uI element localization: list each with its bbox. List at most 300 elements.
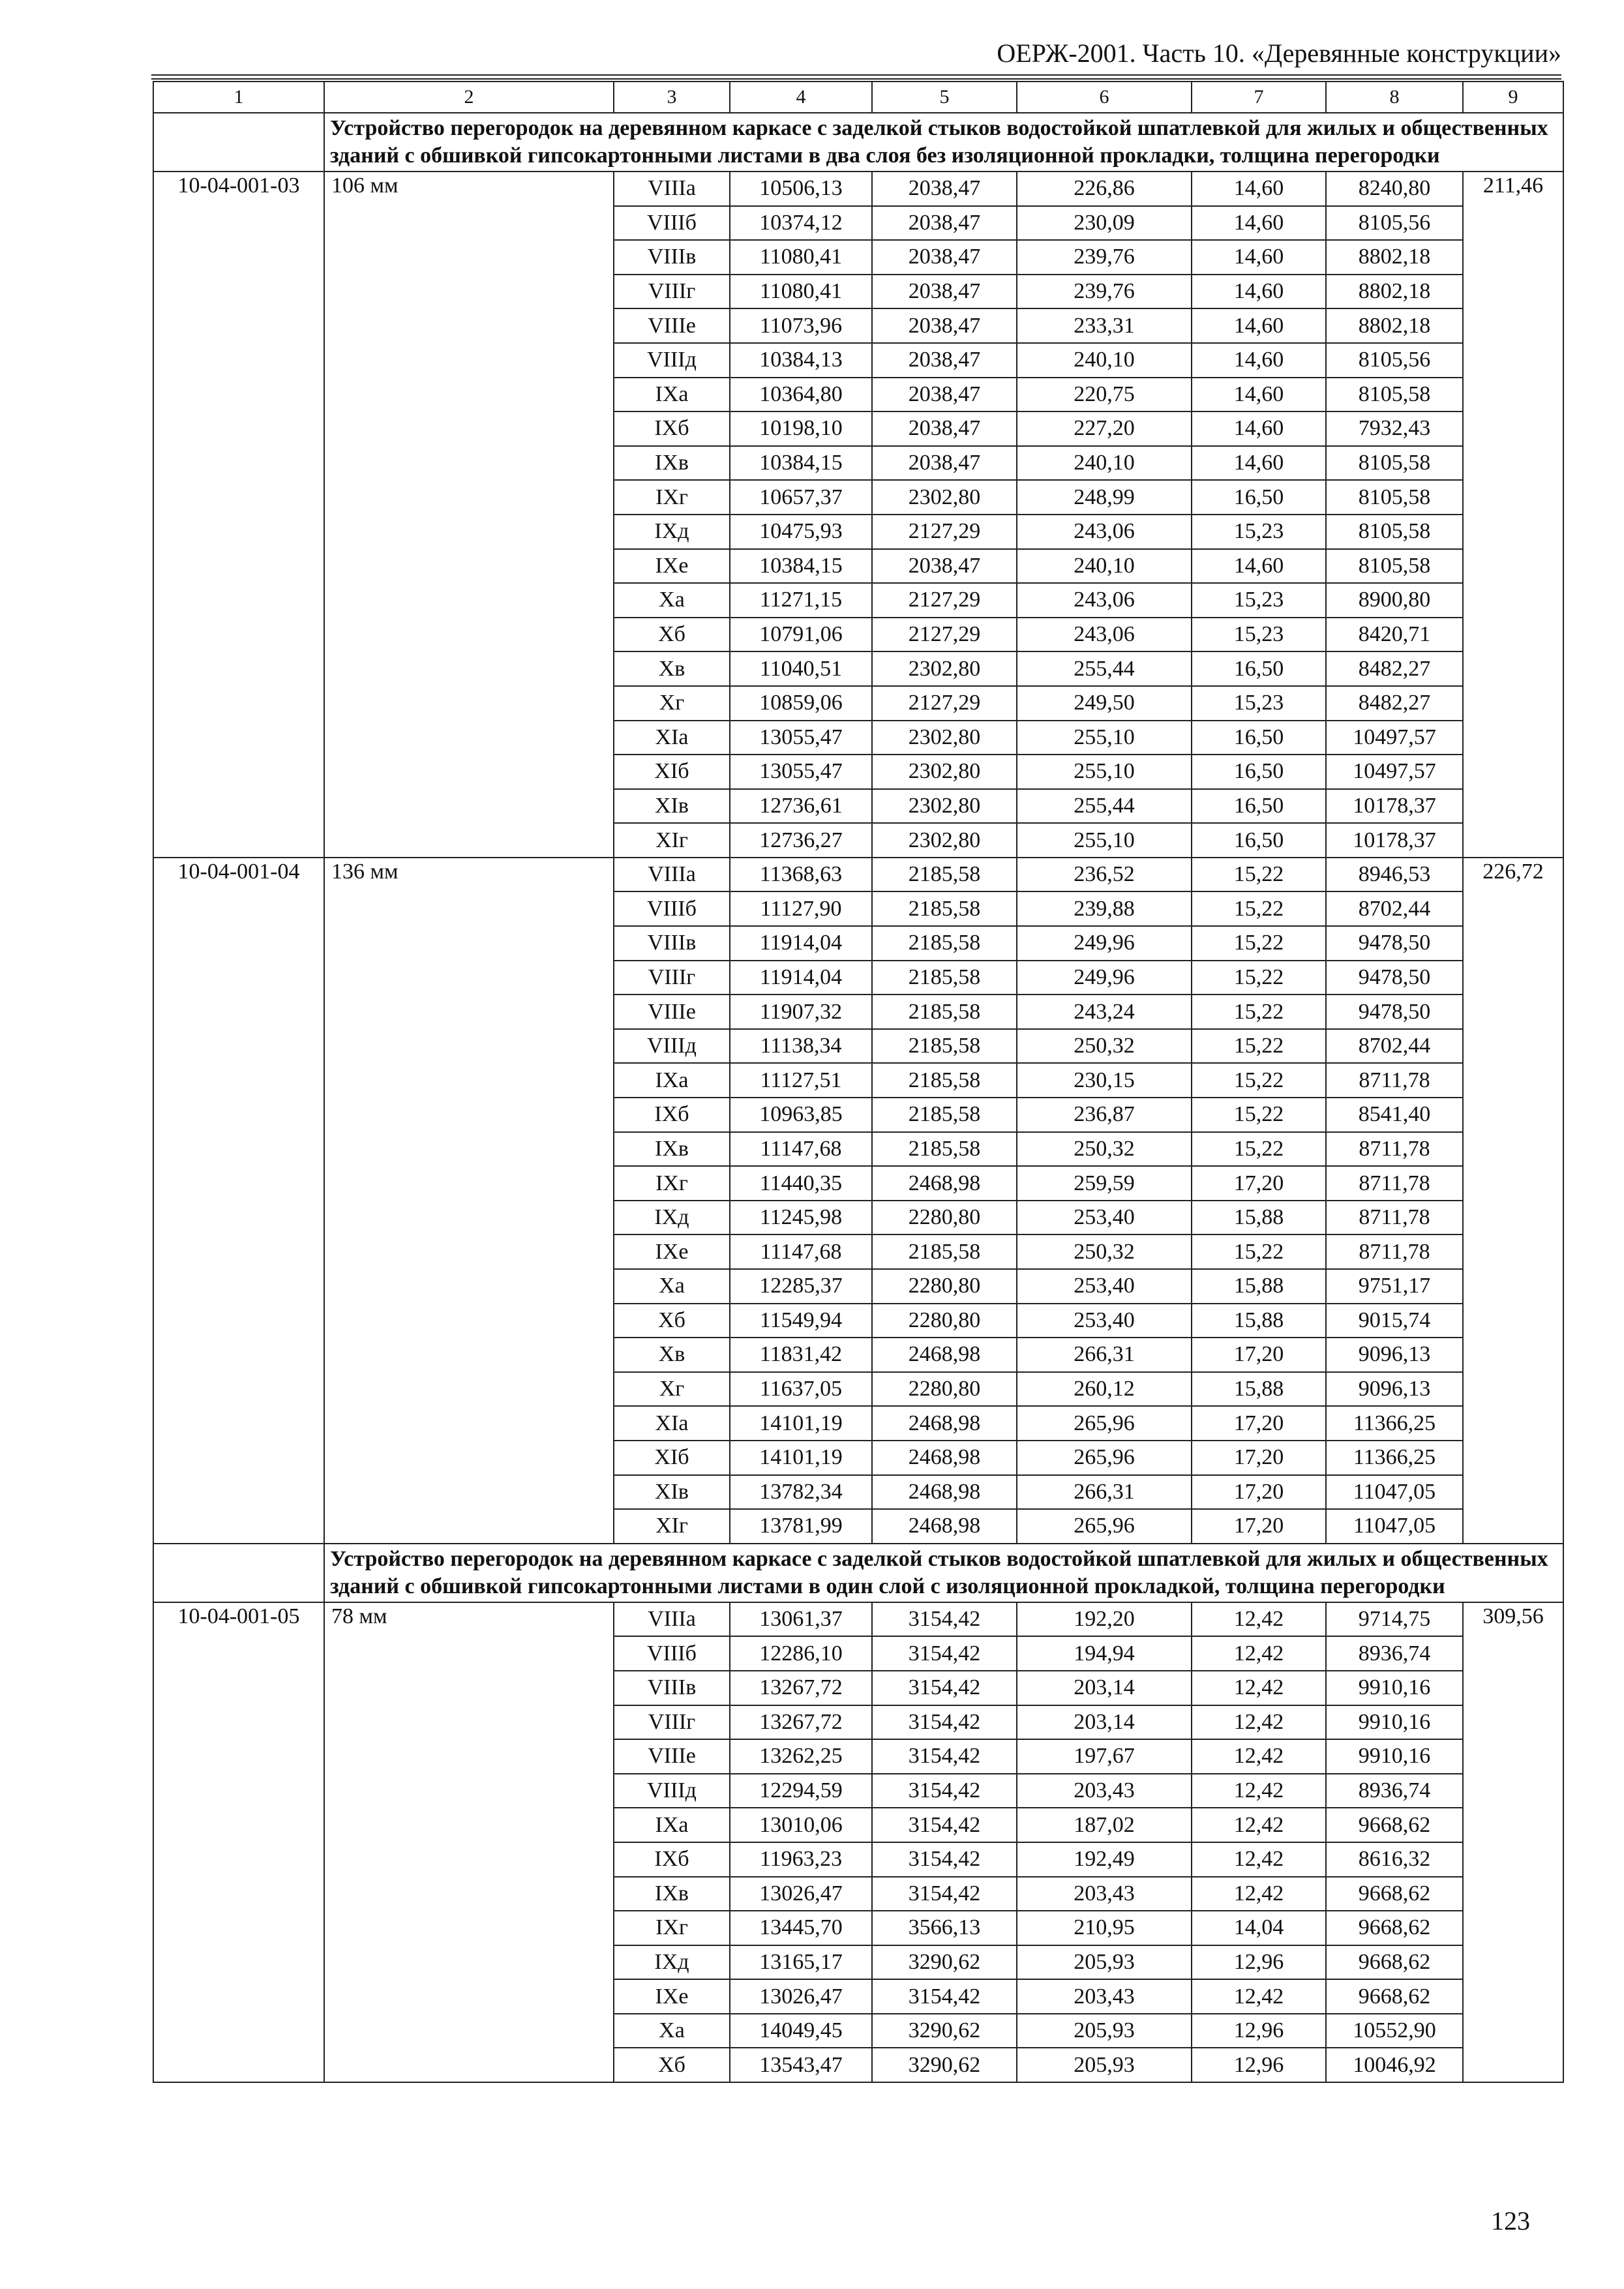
section-title-row — [153, 1544, 1563, 1602]
machinist-wages-cell: 15,22 — [1192, 1029, 1326, 1064]
wages-cell: 2038,47 — [872, 240, 1017, 275]
materials-cell: 8105,58 — [1326, 480, 1463, 515]
machines-cell: 259,59 — [1017, 1166, 1192, 1201]
machines-cell: 255,44 — [1017, 651, 1192, 686]
materials-cell: 9910,16 — [1326, 1739, 1463, 1774]
wages-cell: 2127,29 — [872, 618, 1017, 652]
wages-cell: 2127,29 — [872, 515, 1017, 549]
zone-cell: IXа — [614, 1808, 730, 1842]
machinist-wages-cell: 12,42 — [1192, 1636, 1326, 1671]
total-cost-cell: 13782,34 — [730, 1475, 872, 1510]
materials-cell: 9478,50 — [1326, 995, 1463, 1029]
column-number-row — [153, 82, 1563, 113]
total-cost-cell: 10506,13 — [730, 172, 872, 206]
wages-cell: 2302,80 — [872, 789, 1017, 824]
machines-cell: 265,96 — [1017, 1509, 1192, 1544]
zone-cell: XIв — [614, 1475, 730, 1510]
zone-cell: IXб — [614, 1842, 730, 1877]
machinist-wages-cell: 15,23 — [1192, 686, 1326, 721]
machines-cell: 227,20 — [1017, 411, 1192, 446]
table-row — [153, 858, 1563, 892]
total-cost-cell: 11080,41 — [730, 240, 872, 275]
zone-cell: IXг — [614, 1911, 730, 1945]
zone-cell: VIIIд — [614, 1774, 730, 1808]
total-cost-cell: 11963,23 — [730, 1842, 872, 1877]
zone-cell: Xв — [614, 651, 730, 686]
materials-cell: 9910,16 — [1326, 1705, 1463, 1740]
machines-cell: 249,96 — [1017, 926, 1192, 961]
wages-cell: 3154,42 — [872, 1842, 1017, 1877]
total-cost-cell: 12285,37 — [730, 1269, 872, 1304]
header-rule — [151, 74, 1561, 76]
machines-cell: 240,10 — [1017, 343, 1192, 378]
wages-cell: 2302,80 — [872, 651, 1017, 686]
zone-cell: VIIIб — [614, 206, 730, 241]
machinist-wages-cell: 17,20 — [1192, 1475, 1326, 1510]
zone-cell: VIIIг — [614, 961, 730, 995]
column-number-cell: 9 — [1463, 82, 1563, 113]
zone-cell: VIIIд — [614, 343, 730, 378]
wages-cell: 3154,42 — [872, 1671, 1017, 1705]
machines-cell: 253,40 — [1017, 1201, 1192, 1235]
wages-cell: 2185,58 — [872, 1098, 1017, 1132]
machinist-wages-cell: 14,60 — [1192, 549, 1326, 584]
zone-cell: VIIIв — [614, 1671, 730, 1705]
total-cost-cell: 10859,06 — [730, 686, 872, 721]
machinist-wages-cell: 15,22 — [1192, 926, 1326, 961]
zone-cell: Xа — [614, 2014, 730, 2048]
machines-cell: 266,31 — [1017, 1338, 1192, 1372]
total-cost-cell: 10791,06 — [730, 618, 872, 652]
machines-cell: 249,50 — [1017, 686, 1192, 721]
zone-cell: XIг — [614, 823, 730, 858]
zone-cell: Xа — [614, 1269, 730, 1304]
machines-cell: 265,96 — [1017, 1406, 1192, 1441]
zone-cell: IXд — [614, 1945, 730, 1980]
materials-cell: 8711,78 — [1326, 1063, 1463, 1098]
wages-cell: 2280,80 — [872, 1372, 1017, 1407]
machinist-wages-cell: 17,20 — [1192, 1406, 1326, 1441]
materials-cell: 11366,25 — [1326, 1406, 1463, 1441]
materials-cell: 8105,58 — [1326, 446, 1463, 481]
page-number: 123 — [1491, 2206, 1530, 2236]
machines-cell: 250,32 — [1017, 1132, 1192, 1167]
total-cost-cell: 10657,37 — [730, 480, 872, 515]
materials-cell: 9015,74 — [1326, 1304, 1463, 1338]
machines-cell: 265,96 — [1017, 1441, 1192, 1475]
machinist-wages-cell: 12,42 — [1192, 1979, 1326, 2014]
machines-cell: 236,52 — [1017, 858, 1192, 892]
machinist-wages-cell: 15,22 — [1192, 1063, 1326, 1098]
machinist-wages-cell: 15,88 — [1192, 1304, 1326, 1338]
total-cost-cell: 14101,19 — [730, 1406, 872, 1441]
zone-cell: IXа — [614, 1063, 730, 1098]
materials-cell: 9478,50 — [1326, 961, 1463, 995]
wages-cell: 2468,98 — [872, 1475, 1017, 1510]
materials-cell: 10178,37 — [1326, 823, 1463, 858]
machinist-wages-cell: 15,88 — [1192, 1269, 1326, 1304]
machinist-wages-cell: 15,22 — [1192, 858, 1326, 892]
machinist-wages-cell: 14,60 — [1192, 172, 1326, 206]
materials-cell: 8240,80 — [1326, 172, 1463, 206]
zone-cell: VIIIа — [614, 172, 730, 206]
wages-cell: 2038,47 — [872, 549, 1017, 584]
labor-cost-cell: 309,56 — [1463, 1602, 1563, 2082]
zone-cell: VIIIг — [614, 275, 730, 309]
machines-cell: 239,76 — [1017, 275, 1192, 309]
machinist-wages-cell: 15,22 — [1192, 1098, 1326, 1132]
wages-cell: 2280,80 — [872, 1304, 1017, 1338]
zone-cell: IXе — [614, 1979, 730, 2014]
machinist-wages-cell: 14,60 — [1192, 206, 1326, 241]
materials-cell: 8105,56 — [1326, 343, 1463, 378]
rate-code: 10-04-001-04 — [153, 858, 324, 1544]
labor-cost-cell: 211,46 — [1463, 172, 1563, 858]
materials-cell: 8420,71 — [1326, 618, 1463, 652]
total-cost-cell: 10963,85 — [730, 1098, 872, 1132]
materials-cell: 8802,18 — [1326, 275, 1463, 309]
wages-cell: 3290,62 — [872, 1945, 1017, 1980]
wages-cell: 3154,42 — [872, 1739, 1017, 1774]
wages-cell: 3154,42 — [872, 1808, 1017, 1842]
machinist-wages-cell: 12,42 — [1192, 1602, 1326, 1637]
section-title-blank-cell — [153, 113, 324, 172]
materials-cell: 9668,62 — [1326, 1877, 1463, 1911]
machinist-wages-cell: 15,23 — [1192, 515, 1326, 549]
price-table — [153, 81, 1564, 2083]
materials-cell: 9668,62 — [1326, 1808, 1463, 1842]
machines-cell: 203,14 — [1017, 1705, 1192, 1740]
machines-cell: 197,67 — [1017, 1739, 1192, 1774]
machines-cell: 253,40 — [1017, 1304, 1192, 1338]
zone-cell: XIб — [614, 1441, 730, 1475]
materials-cell: 8711,78 — [1326, 1201, 1463, 1235]
total-cost-cell: 10384,15 — [730, 446, 872, 481]
wages-cell: 2185,58 — [872, 995, 1017, 1029]
column-number-cell: 6 — [1017, 82, 1192, 113]
materials-cell: 9668,62 — [1326, 1945, 1463, 1980]
wages-cell: 2468,98 — [872, 1338, 1017, 1372]
zone-cell: Xб — [614, 618, 730, 652]
wages-cell: 2468,98 — [872, 1406, 1017, 1441]
total-cost-cell: 13267,72 — [730, 1671, 872, 1705]
wages-cell: 2038,47 — [872, 343, 1017, 378]
total-cost-cell: 13262,25 — [730, 1739, 872, 1774]
machinist-wages-cell: 15,23 — [1192, 583, 1326, 618]
machinist-wages-cell: 17,20 — [1192, 1338, 1326, 1372]
machinist-wages-cell: 16,50 — [1192, 789, 1326, 824]
zone-cell: IXв — [614, 446, 730, 481]
machinist-wages-cell: 15,22 — [1192, 995, 1326, 1029]
wages-cell: 2302,80 — [872, 721, 1017, 755]
total-cost-cell: 14101,19 — [730, 1441, 872, 1475]
materials-cell: 8105,56 — [1326, 206, 1463, 241]
materials-cell: 8711,78 — [1326, 1234, 1463, 1269]
table-row — [153, 1602, 1563, 1637]
total-cost-cell: 13165,17 — [730, 1945, 872, 1980]
labor-cost-cell: 226,72 — [1463, 858, 1563, 1544]
wages-cell: 2038,47 — [872, 206, 1017, 241]
materials-cell: 8900,80 — [1326, 583, 1463, 618]
materials-cell: 10497,57 — [1326, 755, 1463, 789]
zone-cell: IXб — [614, 1098, 730, 1132]
header-rule-second — [151, 78, 1561, 80]
machines-cell: 230,15 — [1017, 1063, 1192, 1098]
materials-cell: 8946,53 — [1326, 858, 1463, 892]
column-number-cell: 2 — [324, 82, 614, 113]
machinist-wages-cell: 16,50 — [1192, 651, 1326, 686]
machines-cell: 192,49 — [1017, 1842, 1192, 1877]
machinist-wages-cell: 15,23 — [1192, 618, 1326, 652]
total-cost-cell: 13543,47 — [730, 2048, 872, 2082]
machines-cell: 255,10 — [1017, 721, 1192, 755]
column-number-cell: 5 — [872, 82, 1017, 113]
wages-cell: 2038,47 — [872, 411, 1017, 446]
materials-cell: 11366,25 — [1326, 1441, 1463, 1475]
machines-cell: 243,06 — [1017, 618, 1192, 652]
total-cost-cell: 11907,32 — [730, 995, 872, 1029]
partition-thickness: 106 мм — [324, 172, 614, 858]
total-cost-cell: 11368,63 — [730, 858, 872, 892]
materials-cell: 11047,05 — [1326, 1509, 1463, 1544]
zone-cell: VIIIа — [614, 858, 730, 892]
table-body — [153, 82, 1563, 2082]
materials-cell: 8802,18 — [1326, 240, 1463, 275]
wages-cell: 2038,47 — [872, 446, 1017, 481]
materials-cell: 8702,44 — [1326, 1029, 1463, 1064]
wages-cell: 2185,58 — [872, 858, 1017, 892]
machinist-wages-cell: 16,50 — [1192, 755, 1326, 789]
machinist-wages-cell: 12,96 — [1192, 2014, 1326, 2048]
materials-cell: 9751,17 — [1326, 1269, 1463, 1304]
total-cost-cell: 13055,47 — [730, 755, 872, 789]
wages-cell: 3290,62 — [872, 2014, 1017, 2048]
zone-cell: VIIIе — [614, 995, 730, 1029]
total-cost-cell: 13010,06 — [730, 1808, 872, 1842]
rate-code: 10-04-001-05 — [153, 1602, 324, 2082]
zone-cell: VIIIе — [614, 1739, 730, 1774]
zone-cell: VIIIе — [614, 308, 730, 343]
section-title-row — [153, 113, 1563, 172]
zone-cell: XIа — [614, 721, 730, 755]
total-cost-cell: 11147,68 — [730, 1132, 872, 1167]
running-header: ОЕРЖ-2001. Часть 10. «Деревянные конструкции» — [997, 38, 1561, 68]
materials-cell: 9714,75 — [1326, 1602, 1463, 1637]
machines-cell: 203,14 — [1017, 1671, 1192, 1705]
wages-cell: 2185,58 — [872, 926, 1017, 961]
wages-cell: 2127,29 — [872, 686, 1017, 721]
wages-cell: 2302,80 — [872, 755, 1017, 789]
machinist-wages-cell: 17,20 — [1192, 1166, 1326, 1201]
materials-cell: 8105,58 — [1326, 515, 1463, 549]
machinist-wages-cell: 15,22 — [1192, 891, 1326, 926]
total-cost-cell: 10384,15 — [730, 549, 872, 584]
machinist-wages-cell: 12,96 — [1192, 2048, 1326, 2082]
zone-cell: VIIIд — [614, 1029, 730, 1064]
materials-cell: 8802,18 — [1326, 308, 1463, 343]
machines-cell: 203,43 — [1017, 1979, 1192, 2014]
machines-cell: 243,06 — [1017, 515, 1192, 549]
zone-cell: VIIIб — [614, 891, 730, 926]
total-cost-cell: 13055,47 — [730, 721, 872, 755]
materials-cell: 10552,90 — [1326, 2014, 1463, 2048]
total-cost-cell: 10384,13 — [730, 343, 872, 378]
wages-cell: 2185,58 — [872, 891, 1017, 926]
machinist-wages-cell: 12,42 — [1192, 1705, 1326, 1740]
materials-cell: 8936,74 — [1326, 1774, 1463, 1808]
materials-cell: 11047,05 — [1326, 1475, 1463, 1510]
wages-cell: 2185,58 — [872, 1132, 1017, 1167]
machinist-wages-cell: 14,60 — [1192, 378, 1326, 412]
machines-cell: 255,44 — [1017, 789, 1192, 824]
machinist-wages-cell: 14,60 — [1192, 343, 1326, 378]
partition-thickness: 78 мм — [324, 1602, 614, 2082]
wages-cell: 3290,62 — [872, 2048, 1017, 2082]
total-cost-cell: 11040,51 — [730, 651, 872, 686]
materials-cell: 9096,13 — [1326, 1372, 1463, 1407]
wages-cell: 3154,42 — [872, 1636, 1017, 1671]
machinist-wages-cell: 12,42 — [1192, 1877, 1326, 1911]
machines-cell: 205,93 — [1017, 2048, 1192, 2082]
zone-cell: XIв — [614, 789, 730, 824]
materials-cell: 8541,40 — [1326, 1098, 1463, 1132]
materials-cell: 9478,50 — [1326, 926, 1463, 961]
materials-cell: 8702,44 — [1326, 891, 1463, 926]
zone-cell: VIIIв — [614, 240, 730, 275]
wages-cell: 2468,98 — [872, 1509, 1017, 1544]
materials-cell: 8711,78 — [1326, 1132, 1463, 1167]
machinist-wages-cell: 16,50 — [1192, 823, 1326, 858]
machinist-wages-cell: 17,20 — [1192, 1509, 1326, 1544]
machinist-wages-cell: 14,60 — [1192, 240, 1326, 275]
machines-cell: 205,93 — [1017, 2014, 1192, 2048]
zone-cell: IXб — [614, 411, 730, 446]
wages-cell: 2127,29 — [872, 583, 1017, 618]
zone-cell: VIIIа — [614, 1602, 730, 1637]
total-cost-cell: 13267,72 — [730, 1705, 872, 1740]
machinist-wages-cell: 14,60 — [1192, 308, 1326, 343]
machinist-wages-cell: 14,60 — [1192, 446, 1326, 481]
zone-cell: IXв — [614, 1877, 730, 1911]
total-cost-cell: 11637,05 — [730, 1372, 872, 1407]
total-cost-cell: 10364,80 — [730, 378, 872, 412]
materials-cell: 10178,37 — [1326, 789, 1463, 824]
machinist-wages-cell: 14,04 — [1192, 1911, 1326, 1945]
materials-cell: 8105,58 — [1326, 549, 1463, 584]
total-cost-cell: 11914,04 — [730, 961, 872, 995]
zone-cell: IXа — [614, 378, 730, 412]
machines-cell: 203,43 — [1017, 1877, 1192, 1911]
wages-cell: 3154,42 — [872, 1774, 1017, 1808]
zone-cell: Xв — [614, 1338, 730, 1372]
wages-cell: 2280,80 — [872, 1269, 1017, 1304]
machines-cell: 255,10 — [1017, 755, 1192, 789]
machines-cell: 192,20 — [1017, 1602, 1192, 1637]
wages-cell: 3566,13 — [872, 1911, 1017, 1945]
wages-cell: 2038,47 — [872, 172, 1017, 206]
machines-cell: 230,09 — [1017, 206, 1192, 241]
total-cost-cell: 11127,90 — [730, 891, 872, 926]
zone-cell: Xб — [614, 2048, 730, 2082]
section-title: Устройство перегородок на деревянном каркасе с заделкой стыков водостойкой шпатлевкой для жилых и общественных зданий с обшивкой гипсокартонными листами в один слой с изоляционной прокладкой, толщина перегородки — [324, 1544, 1563, 1602]
machines-cell: 203,43 — [1017, 1774, 1192, 1808]
zone-cell: Xг — [614, 1372, 730, 1407]
wages-cell: 3154,42 — [872, 1602, 1017, 1637]
rate-code: 10-04-001-03 — [153, 172, 324, 858]
machinist-wages-cell: 12,42 — [1192, 1774, 1326, 1808]
materials-cell: 8482,27 — [1326, 651, 1463, 686]
partition-thickness: 136 мм — [324, 858, 614, 1544]
total-cost-cell: 13781,99 — [730, 1509, 872, 1544]
wages-cell: 2038,47 — [872, 275, 1017, 309]
materials-cell: 8482,27 — [1326, 686, 1463, 721]
zone-cell: VIIIг — [614, 1705, 730, 1740]
machinist-wages-cell: 16,50 — [1192, 721, 1326, 755]
machines-cell: 248,99 — [1017, 480, 1192, 515]
machinist-wages-cell: 12,42 — [1192, 1842, 1326, 1877]
machinist-wages-cell: 15,88 — [1192, 1201, 1326, 1235]
machinist-wages-cell: 16,50 — [1192, 480, 1326, 515]
materials-cell: 8936,74 — [1326, 1636, 1463, 1671]
wages-cell: 2302,80 — [872, 823, 1017, 858]
total-cost-cell: 11271,15 — [730, 583, 872, 618]
machines-cell: 240,10 — [1017, 446, 1192, 481]
total-cost-cell: 12736,61 — [730, 789, 872, 824]
machines-cell: 240,10 — [1017, 549, 1192, 584]
machines-cell: 255,10 — [1017, 823, 1192, 858]
materials-cell: 9668,62 — [1326, 1979, 1463, 2014]
total-cost-cell: 10374,12 — [730, 206, 872, 241]
machines-cell: 250,32 — [1017, 1234, 1192, 1269]
materials-cell: 10046,92 — [1326, 2048, 1463, 2082]
zone-cell: IXе — [614, 1234, 730, 1269]
machines-cell: 243,24 — [1017, 995, 1192, 1029]
total-cost-cell: 12294,59 — [730, 1774, 872, 1808]
zone-cell: IXе — [614, 549, 730, 584]
total-cost-cell: 11914,04 — [730, 926, 872, 961]
machinist-wages-cell: 12,42 — [1192, 1739, 1326, 1774]
total-cost-cell: 13026,47 — [730, 1877, 872, 1911]
total-cost-cell: 12736,27 — [730, 823, 872, 858]
machines-cell: 239,88 — [1017, 891, 1192, 926]
total-cost-cell: 13026,47 — [730, 1979, 872, 2014]
wages-cell: 3154,42 — [872, 1979, 1017, 2014]
total-cost-cell: 12286,10 — [730, 1636, 872, 1671]
wages-cell: 2185,58 — [872, 1029, 1017, 1064]
wages-cell: 2185,58 — [872, 961, 1017, 995]
total-cost-cell: 11080,41 — [730, 275, 872, 309]
machinist-wages-cell: 12,96 — [1192, 1945, 1326, 1980]
column-number-cell: 7 — [1192, 82, 1326, 113]
machinist-wages-cell: 12,42 — [1192, 1671, 1326, 1705]
wages-cell: 2038,47 — [872, 378, 1017, 412]
column-number-cell: 8 — [1326, 82, 1463, 113]
zone-cell: VIIIв — [614, 926, 730, 961]
zone-cell: XIб — [614, 755, 730, 789]
section-title: Устройство перегородок на деревянном каркасе с заделкой стыков водостойкой шпатлевкой для жилых и общественных зданий с обшивкой гипсокартонными листами в два слоя без изоляционной прокладки, толщина перегородки — [324, 113, 1563, 172]
machinist-wages-cell: 14,60 — [1192, 275, 1326, 309]
zone-cell: XIг — [614, 1509, 730, 1544]
materials-cell: 8616,32 — [1326, 1842, 1463, 1877]
materials-cell: 10497,57 — [1326, 721, 1463, 755]
table-row — [153, 172, 1563, 206]
zone-cell: Xа — [614, 583, 730, 618]
column-number-cell: 4 — [730, 82, 872, 113]
machines-cell: 226,86 — [1017, 172, 1192, 206]
total-cost-cell: 11073,96 — [730, 308, 872, 343]
wages-cell: 2185,58 — [872, 1063, 1017, 1098]
section-title-blank-cell — [153, 1544, 324, 1602]
